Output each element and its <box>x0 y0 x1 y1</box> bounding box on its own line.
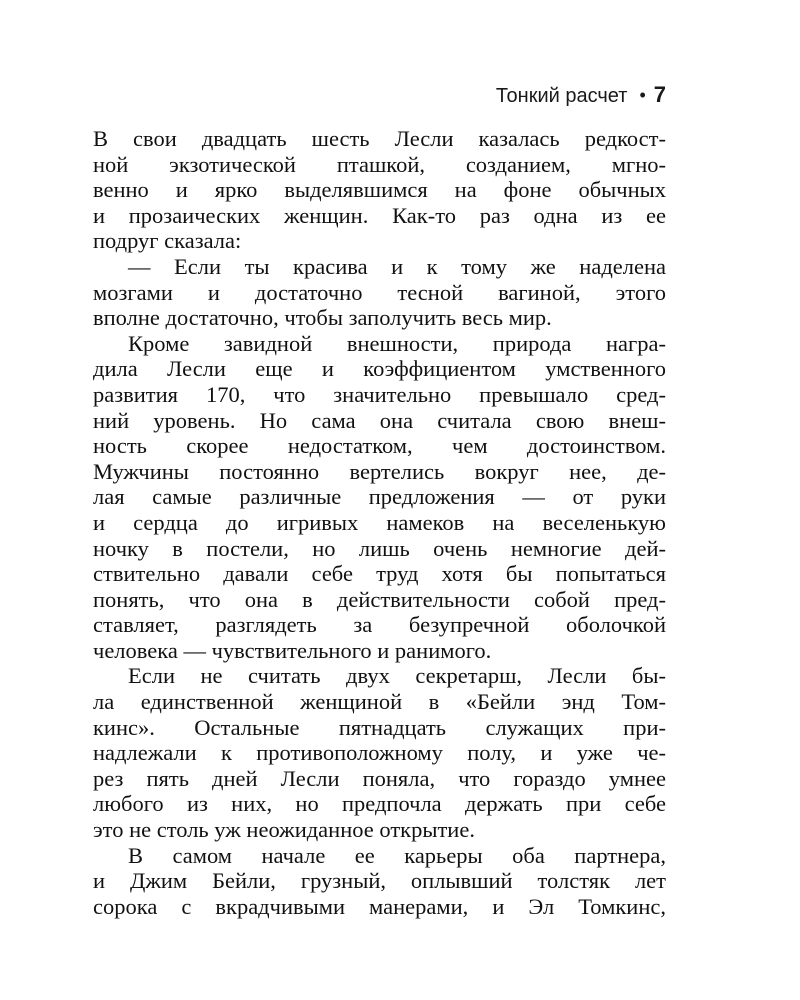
text-line: ной экзотической пташкой, созданием, мгно- <box>93 151 666 177</box>
text-line: любого из них, но предпочла держать при себе <box>93 791 666 817</box>
text-line: Мужчины постоянно вертелись вокруг нее, де- <box>93 458 666 484</box>
running-header-separator: • <box>639 85 646 105</box>
paragraph-4 <box>93 663 666 842</box>
text-line: ствительно давали себе труд хотя бы попытаться <box>93 561 666 587</box>
text-line: рез пять дней Лесли поняла, что гораздо умнее <box>93 765 666 791</box>
text-line: ний уровень. Но сама она считала свою внеш- <box>93 407 666 433</box>
text-line: подруг сказала: <box>93 228 242 254</box>
text-line: человека — чувствительного и ранимого. <box>93 637 492 663</box>
text-line: В свои двадцать шесть Лесли казалась редкост- <box>93 126 666 151</box>
text-line: дила Лесли еще и коэффициентом умственного <box>93 356 666 382</box>
text-line: ночку в постели, но лишь очень немногие дей- <box>93 535 666 561</box>
text-line: Кроме завидной внешности, природа награ- <box>128 330 666 356</box>
paragraph-2 <box>93 254 666 331</box>
text-line: надлежали к противоположному полу, и уже че- <box>93 740 666 766</box>
running-header <box>496 84 666 106</box>
text-line: кинс». Остальные пятнадцать служащих при- <box>93 714 666 740</box>
running-header-title: Тонкий расчет <box>495 85 628 107</box>
text-line: и Джим Бейли, грузный, оплывший толстяк лет <box>93 868 666 894</box>
text-line: венно и ярко выделявшимся на фоне обычных <box>93 177 666 203</box>
text-line: развития 170, что значительно превышало сред- <box>93 381 666 407</box>
text-line: — Если ты красива и к тому же наделена <box>128 253 666 279</box>
text-line: мозгами и достаточно тесной вагиной, этого <box>93 279 666 305</box>
text-line: ность скорее недостатком, чем достоинством. <box>93 433 666 459</box>
text-line: и сердца до игривых намеков на веселенькую <box>93 509 666 535</box>
text-line: ставляет, разглядеть за безупречной оболочкой <box>93 612 666 638</box>
text-line: В самом начале ее карьеры оба партнера, <box>128 842 666 868</box>
text-line: понять, что она в действительности собой пред- <box>93 586 666 612</box>
paragraph-1 <box>93 126 666 254</box>
text-line: лая самые различные предложения — от руки <box>93 484 666 510</box>
text-line: и прозаических женщин. Как-то раз одна из ее <box>93 202 666 228</box>
text-line: Если не считать двух секретарш, Лесли бы- <box>128 663 666 689</box>
paragraph-3 <box>93 331 666 664</box>
paragraph-5 <box>93 843 666 920</box>
text-line: сорока с вкрадчивыми манерами, и Эл Томкинс, <box>93 893 666 919</box>
text-line: вполне достаточно, чтобы заполучить весь мир. <box>93 305 552 331</box>
body-text <box>93 126 666 919</box>
text-line: это не столь уж неожиданное открытие. <box>93 817 475 843</box>
text-line: ла единственной женщиной в «Бейли энд Том- <box>93 689 666 715</box>
page-number: 7 <box>653 82 666 107</box>
